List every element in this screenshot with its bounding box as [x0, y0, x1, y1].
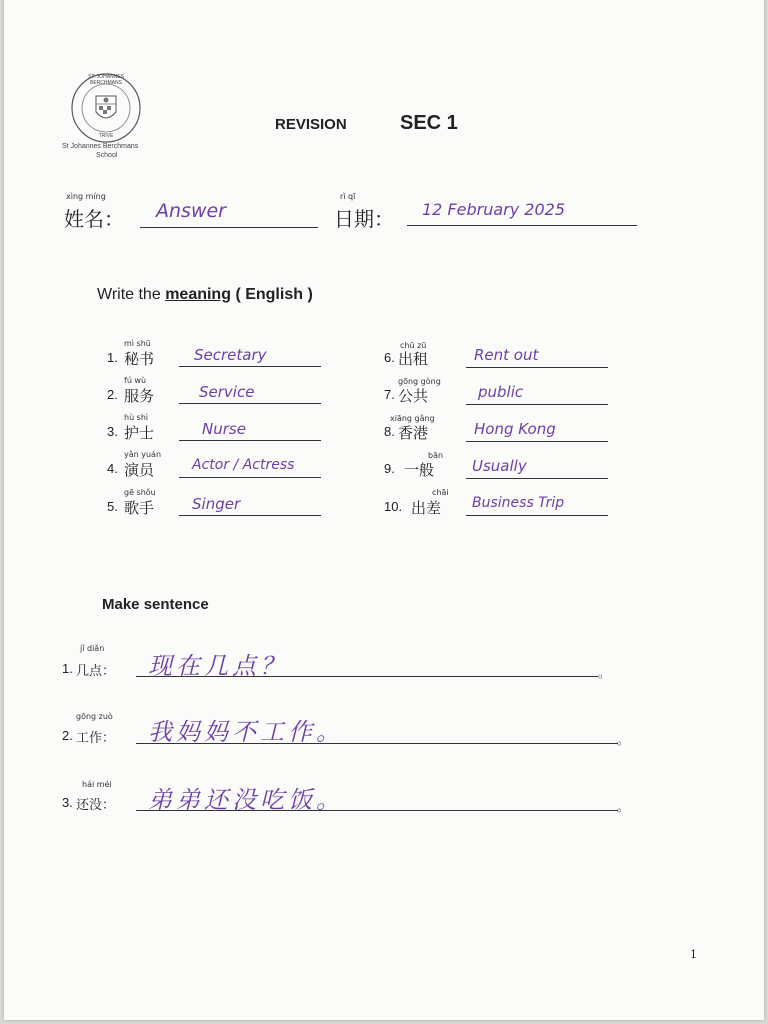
vocab-underline — [179, 440, 321, 441]
vocab-answer[interactable]: Service — [199, 383, 255, 401]
sentence-underline — [136, 810, 618, 811]
vocab-pinyin: hù shì — [124, 413, 149, 422]
vocab-answer[interactable]: Business Trip — [472, 495, 565, 511]
school-sub: School — [96, 152, 118, 159]
name-label: 姓名： — [64, 207, 124, 231]
vocab-pinyin: xiāng gǎng — [390, 414, 435, 423]
vocab-answer[interactable]: Actor / Actress — [192, 457, 295, 473]
vocab-pinyin: chāi — [432, 488, 449, 497]
vocab-pinyin: bān — [428, 451, 444, 460]
sentence-underline — [136, 743, 618, 744]
instruction-suffix: ( English ) — [235, 286, 313, 303]
vocab-word: 出差 — [411, 499, 442, 517]
vocab-underline — [466, 515, 608, 516]
logo-ring-text: ST. JOHANNES BERCHMANS — [88, 74, 124, 86]
vocab-answer[interactable]: Secretary — [194, 346, 267, 364]
vocab-word: 一般 — [404, 461, 435, 479]
sentence-word: 还没： — [76, 798, 116, 813]
vocab-number: 9. — [384, 461, 395, 476]
vocab-number: 5. — [107, 499, 118, 514]
page-number: 1 — [690, 948, 697, 961]
instruction-prefix: Write the — [97, 286, 161, 303]
sentence-answer[interactable]: 现在几点？ — [148, 652, 288, 680]
vocab-underline — [179, 403, 321, 404]
worksheet-page — [4, 0, 764, 1020]
sentence-pinyin: gōng zuò — [76, 712, 113, 721]
sentence-answer[interactable]: 弟弟还没吃饭。 — [148, 786, 344, 814]
school-logo — [70, 72, 142, 144]
vocab-word: 演员 — [124, 461, 155, 479]
logo-bottom-text: TRIVE — [98, 133, 114, 139]
vocab-word: 香港 — [398, 424, 429, 442]
sentence-word: 几点： — [76, 664, 116, 679]
vocab-word: 歌手 — [124, 499, 155, 517]
vocab-answer[interactable]: Rent out — [474, 346, 539, 364]
instruction-keyword: meaning — [165, 286, 231, 303]
vocab-word: 出租 — [398, 350, 429, 368]
vocab-underline — [179, 515, 321, 516]
name-value[interactable]: Answer — [156, 200, 226, 222]
vocab-underline — [466, 478, 608, 479]
vocab-word: 服务 — [124, 387, 155, 405]
sentence-end-mark: 。 — [598, 666, 611, 680]
vocab-number: 10. — [384, 499, 403, 514]
vocab-pinyin: gē shǒu — [124, 488, 156, 497]
section1-instruction — [97, 286, 313, 304]
vocab-answer[interactable]: Usually — [472, 457, 527, 475]
date-value[interactable]: 12 February 2025 — [422, 200, 566, 219]
sentence-number: 2. — [62, 728, 73, 743]
date-underline — [407, 225, 637, 226]
sentence-underline — [136, 676, 598, 677]
sentence-end-mark: 。 — [617, 800, 630, 814]
vocab-word: 护士 — [124, 424, 155, 442]
date-pinyin: rì qī — [340, 192, 356, 201]
vocab-pinyin: gōng gòng — [398, 377, 441, 386]
level-title: SEC 1 — [400, 112, 458, 134]
sentence-answer[interactable]: 我妈妈不工作。 — [148, 718, 344, 746]
vocab-pinyin: yǎn yuán — [124, 450, 162, 459]
vocab-underline — [179, 366, 321, 367]
vocab-number: 8. — [384, 424, 395, 439]
vocab-underline — [466, 441, 608, 442]
vocab-pinyin: fú wù — [124, 376, 147, 385]
vocab-word: 秘书 — [124, 350, 155, 368]
vocab-number: 7. — [384, 387, 395, 402]
date-label: 日期： — [334, 207, 394, 231]
vocab-number: 2. — [107, 387, 118, 402]
vocab-answer[interactable]: Nurse — [202, 420, 246, 438]
vocab-number: 3. — [107, 424, 118, 439]
vocab-underline — [466, 404, 608, 405]
sentence-word: 工作： — [76, 731, 116, 746]
name-pinyin: xìng míng — [66, 192, 106, 201]
vocab-word: 公共 — [398, 387, 429, 405]
vocab-underline — [179, 477, 321, 478]
school-name: St Johannes Berchmans — [62, 143, 139, 150]
vocab-pinyin: mì shū — [124, 339, 151, 348]
vocab-number: 4. — [107, 461, 118, 476]
vocab-answer[interactable]: public — [478, 383, 524, 401]
sentence-number: 3. — [62, 795, 73, 810]
vocab-underline — [466, 367, 608, 368]
sentence-end-mark: 。 — [617, 733, 630, 747]
vocab-answer[interactable]: Singer — [192, 495, 241, 513]
vocab-number: 6. — [384, 350, 395, 365]
sentence-number: 1. — [62, 661, 73, 676]
sentence-pinyin: hái méi — [82, 780, 112, 789]
vocab-answer[interactable]: Hong Kong — [474, 420, 556, 438]
name-underline — [140, 227, 318, 228]
vocab-pinyin: chū zū — [400, 341, 427, 350]
section2-heading: Make sentence — [102, 596, 209, 613]
sentence-pinyin: jǐ diǎn — [80, 644, 105, 653]
page-title: REVISION — [275, 116, 347, 133]
vocab-number: 1. — [107, 350, 118, 365]
